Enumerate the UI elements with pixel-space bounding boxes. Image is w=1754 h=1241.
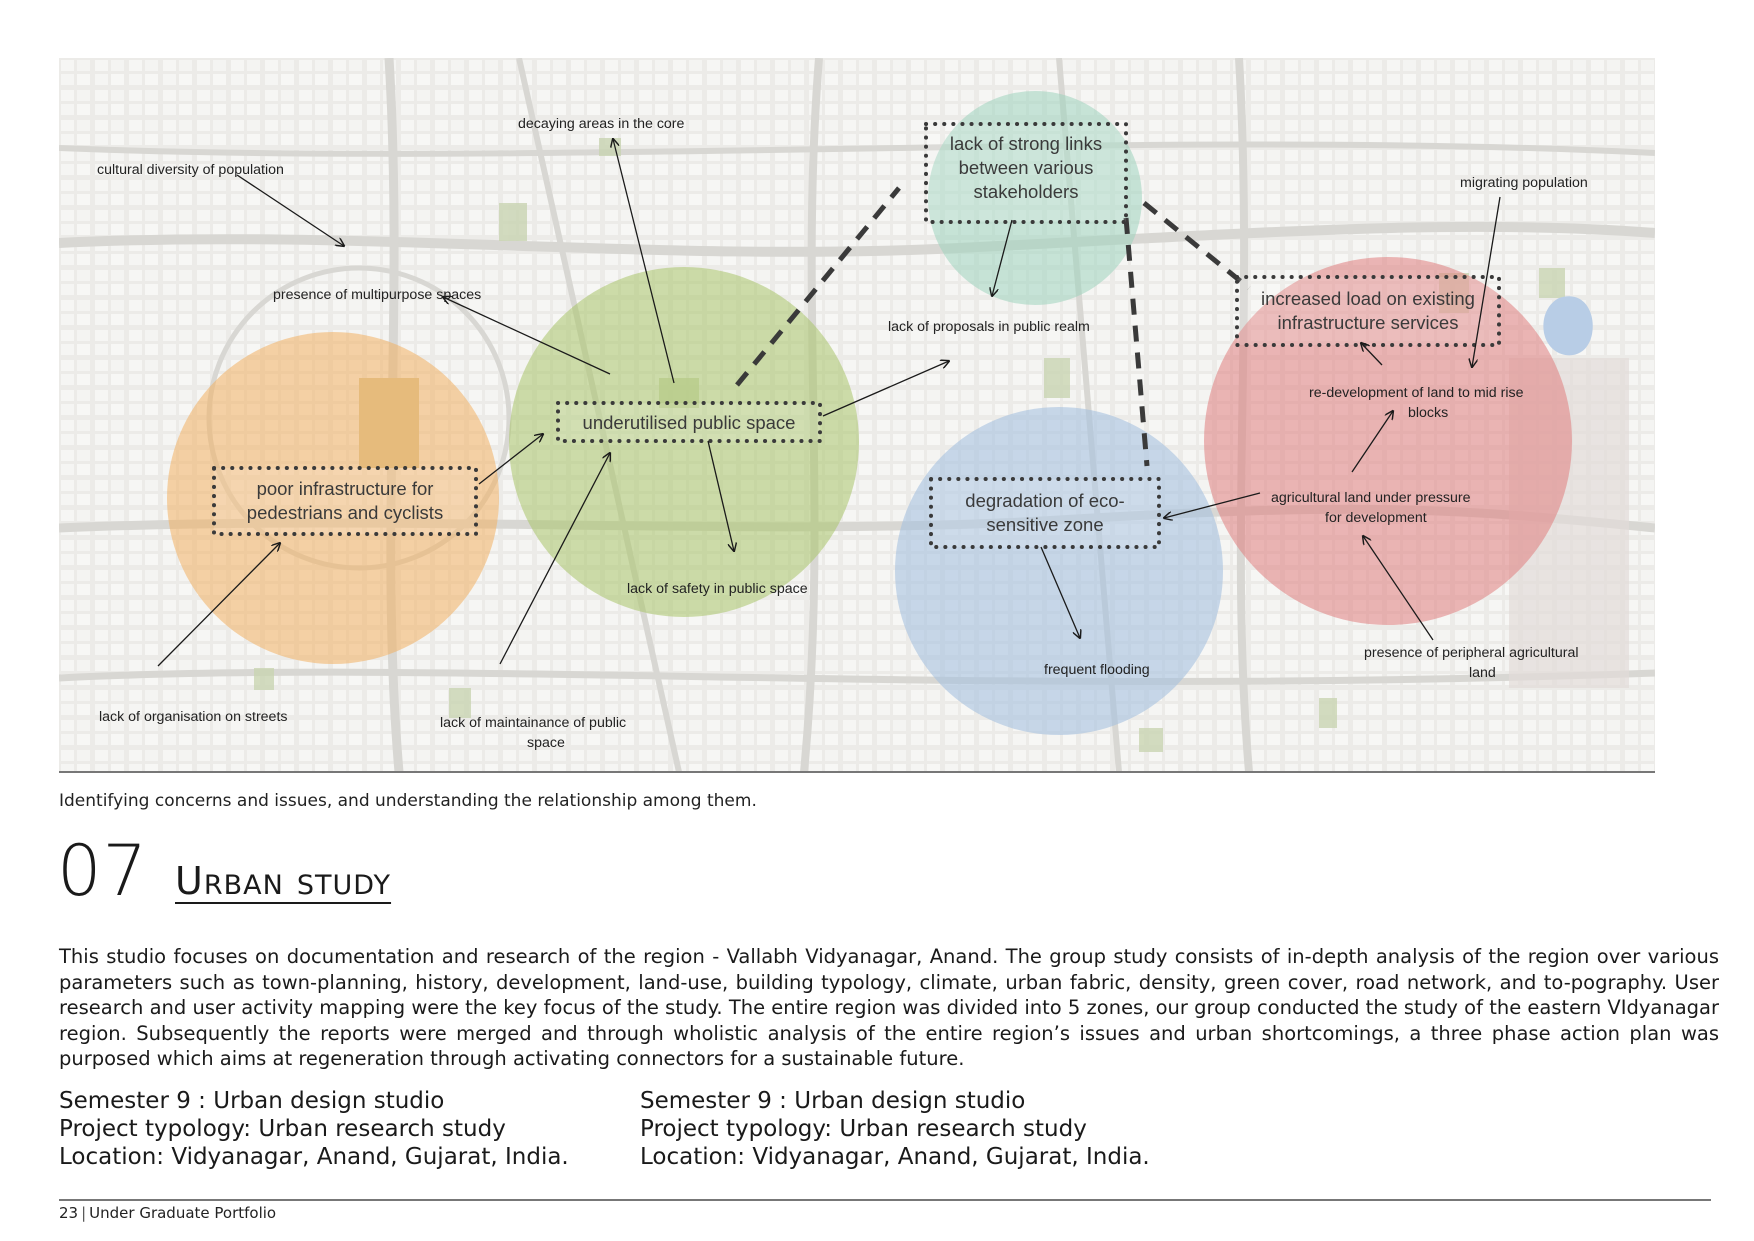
section-number: 07	[57, 830, 149, 912]
issue-text-load: infrastructure services	[1277, 312, 1459, 333]
footer-rule	[59, 1199, 1711, 1201]
section-title: Urban study	[175, 859, 392, 903]
label-peripheral: land	[1469, 665, 1496, 681]
page-number: 23	[59, 1204, 79, 1222]
urban-issues-diagram	[59, 58, 1655, 772]
label-agricultural: for development	[1325, 510, 1427, 526]
issue-text-links: stakeholders	[973, 181, 1079, 202]
info-semester: Semester 9 : Urban design studio	[59, 1088, 445, 1114]
label-maintainance: space	[527, 735, 565, 751]
label-decaying: decaying areas in the core	[518, 116, 685, 132]
label-cultural: cultural diversity of population	[97, 162, 284, 178]
label-maintainance: lack of maintainance of public	[440, 715, 627, 731]
label-org-streets: lack of organisation on streets	[99, 709, 288, 725]
issue-text-poor-infra: pedestrians and cyclists	[246, 502, 444, 523]
label-migrating: migrating population	[1460, 175, 1588, 191]
project-description: This studio focuses on documentation and research of the region - Vallabh Vidyanagar, Anand. The group study consists of in-depth analysis of the region over various parameters such as town-planning, history, development, land-use, building typology, climate, urban fabric, density, green cover, road network, and to-pography. User research and user activity mapping were the key focus of the study. The entire region was divided into 5 zones, our group conducted the study of the eastern VIdyanagar region. Subsequently the reports were merged and through wholistic analysis of the entire region’s issues and urban shortcomings, a three phase action plan was purposed which aims at regeneration through activating connectors for a sustainable future.	[59, 945, 1719, 1070]
issue-text-links: lack of strong links	[949, 133, 1103, 154]
zone-circle-blue	[895, 407, 1223, 735]
label-redevelopment: re-development of land to mid rise	[1309, 385, 1524, 401]
issue-text-poor-infra: poor infrastructure for	[256, 478, 434, 499]
label-peripheral: presence of peripheral agricultural	[1364, 645, 1579, 661]
map-lake	[1543, 296, 1592, 355]
diagram-caption: Identifying concerns and issues, and understanding the relationship among them.	[59, 791, 757, 811]
map-bottom-rule	[59, 771, 1655, 773]
page-footer: 23 | Under Graduate Portfolio	[59, 1204, 277, 1222]
issue-text-links: between various	[958, 157, 1094, 178]
issue-text-underutilised: underutilised public space	[582, 412, 796, 433]
project-info-right	[640, 1087, 1150, 1171]
info-typology: Project typology: Urban research study	[640, 1116, 1087, 1142]
issue-text-degradation: degradation of eco-	[965, 490, 1125, 511]
label-agricultural: agricultural land under pressure	[1271, 490, 1471, 506]
label-redevelopment: blocks	[1408, 405, 1449, 421]
label-flooding: frequent flooding	[1044, 662, 1150, 678]
issue-text-load: increased load on existing	[1261, 288, 1475, 309]
info-semester: Semester 9 : Urban design studio	[640, 1088, 1026, 1114]
info-location: Location: Vidyanagar, Anand, Gujarat, India.	[640, 1144, 1150, 1170]
info-typology: Project typology: Urban research study	[59, 1116, 506, 1142]
label-multipurpose: presence of multipurpose spaces	[273, 287, 482, 303]
project-info-left	[59, 1087, 569, 1171]
label-safety: lack of safety in public space	[627, 581, 808, 597]
portfolio-title: Under Graduate Portfolio	[89, 1204, 277, 1222]
label-proposals: lack of proposals in public realm	[888, 319, 1090, 335]
info-location: Location: Vidyanagar, Anand, Gujarat, India.	[59, 1144, 569, 1170]
issue-text-degradation: sensitive zone	[986, 514, 1104, 535]
